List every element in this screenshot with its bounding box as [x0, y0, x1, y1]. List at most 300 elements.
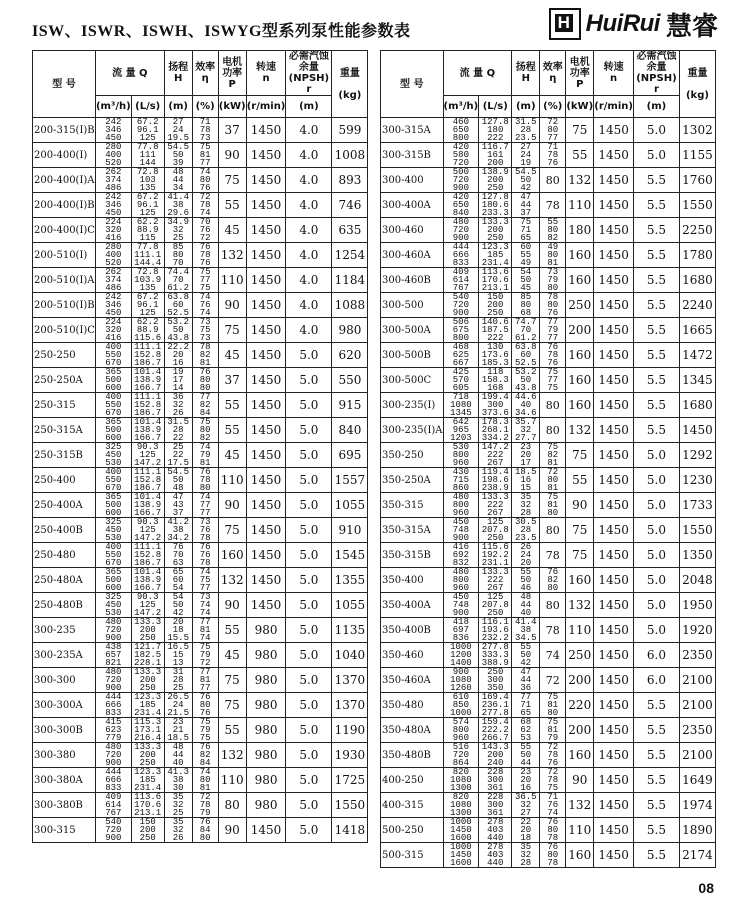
- cell-efficiency-value: 76: [199, 183, 211, 193]
- cell-flow-m3h-value: 242: [105, 117, 122, 127]
- cell-head-value: 52.5: [167, 308, 189, 318]
- table-row: [33, 793, 368, 818]
- cell-efficiency: 80: [540, 393, 566, 418]
- cell-head-value: 17: [520, 458, 532, 468]
- cell-efficiency-value: 79: [199, 725, 211, 735]
- cell-weight: 1950: [679, 593, 715, 618]
- cell-head: [512, 243, 540, 268]
- cell-weight: 1350: [679, 543, 715, 568]
- cell-flow-m3h: [443, 568, 479, 593]
- cell-flow-ls-value: 96.1: [136, 200, 159, 210]
- cell-flow-m3h: [95, 293, 131, 318]
- cell-flow-m3h-value: 480: [105, 742, 122, 752]
- cell-flow-ls-value: 222: [487, 133, 504, 143]
- cell-head-value: 27: [172, 117, 184, 127]
- cell-flow-m3h: [95, 568, 131, 593]
- cell-head-value: 54: [172, 583, 184, 593]
- cell-flow-m3h-value: 900: [105, 633, 122, 643]
- cell-flow-ls-value: 166.7: [134, 508, 162, 518]
- cell-weight: 2048: [679, 568, 715, 593]
- cell-flow-ls-value: 77.8: [136, 142, 159, 152]
- cell-efficiency: 74: [540, 643, 566, 668]
- table-row: [381, 368, 716, 393]
- cell-flow-ls: [479, 793, 512, 818]
- cell-head-value: 70: [172, 258, 184, 268]
- cell-efficiency-value: 84: [199, 408, 211, 418]
- cell-head: [164, 368, 192, 393]
- cell-flow-m3h-value: 670: [105, 483, 122, 493]
- cell-flow-m3h-value: 720: [452, 300, 469, 310]
- cell-flow-ls-value: 166.7: [134, 433, 162, 443]
- cell-flow-ls-value: 103: [139, 175, 156, 185]
- cell-speed: 1450: [594, 168, 634, 193]
- header-power-unit: (kW): [218, 96, 246, 118]
- cell-npsh: 4.0: [286, 318, 332, 343]
- cell-flow-ls-value: 182.5: [134, 650, 162, 660]
- cell-head: [512, 443, 540, 468]
- cell-flow-m3h-value: 800: [452, 450, 469, 460]
- cell-speed: 1450: [594, 543, 634, 568]
- cell-npsh: 5.5: [633, 268, 679, 293]
- table-row: [381, 568, 716, 593]
- cell-head-value: 38: [520, 625, 532, 635]
- cell-model: 300-315A: [381, 118, 444, 143]
- cell-head-value: 44: [172, 175, 184, 185]
- cell-flow-ls-value: 67.2: [136, 292, 159, 302]
- cell-weight: 1254: [332, 243, 368, 268]
- cell-efficiency: [192, 518, 218, 543]
- cell-flow-m3h-value: 833: [105, 783, 122, 793]
- cell-efficiency: [192, 543, 218, 568]
- header-flow: 流 量 Q: [443, 51, 512, 96]
- cell-flow-ls-value: 277.8: [481, 708, 509, 718]
- cell-flow-ls: [479, 668, 512, 693]
- cell-weight: 2100: [679, 693, 715, 718]
- cell-npsh: 5.5: [633, 793, 679, 818]
- cell-flow-m3h-value: 670: [105, 358, 122, 368]
- header-weight: 重量 (kg): [332, 51, 368, 118]
- cell-efficiency: [540, 143, 566, 168]
- cell-flow-m3h: [95, 593, 131, 618]
- cell-flow-ls-value: 388.9: [481, 658, 509, 668]
- cell-model: 200-400(I)B: [33, 193, 96, 218]
- cell-flow-m3h: [95, 318, 131, 343]
- cell-head-value: 50: [520, 575, 532, 585]
- cell-speed: 1450: [594, 318, 634, 343]
- cell-flow-m3h-value: 409: [452, 267, 469, 277]
- cell-flow-ls: [479, 268, 512, 293]
- cell-head: [164, 818, 192, 843]
- cell-head-value: 25: [172, 683, 184, 693]
- cell-model: 300-500A: [381, 318, 444, 343]
- cell-flow-m3h-value: 444: [105, 692, 122, 702]
- cell-efficiency-value: 76: [199, 550, 211, 560]
- cell-flow-ls-value: 103.9: [134, 275, 162, 285]
- cell-head: [164, 618, 192, 643]
- cell-flow-m3h: [443, 468, 479, 493]
- cell-speed: 980: [246, 743, 286, 768]
- cell-head: [512, 168, 540, 193]
- cell-power: 220: [566, 693, 594, 718]
- cell-efficiency-value: 75: [199, 325, 211, 335]
- cell-npsh: 5.5: [633, 818, 679, 843]
- cell-head: [164, 293, 192, 318]
- cell-flow-m3h-value: 500: [105, 425, 122, 435]
- cell-power: 110: [218, 768, 246, 793]
- cell-speed: 1450: [246, 143, 286, 168]
- cell-flow-ls-value: 267: [487, 508, 504, 518]
- cell-flow-m3h-value: 450: [105, 208, 122, 218]
- cell-head-value: 34.5: [514, 633, 537, 643]
- cell-model: 350-460A: [381, 668, 444, 693]
- cell-efficiency-value: 82: [199, 400, 211, 410]
- cell-flow-ls: [131, 318, 164, 343]
- cell-npsh: 5.5: [633, 243, 679, 268]
- cell-speed: 1450: [246, 268, 286, 293]
- cell-flow-ls-value: 125: [139, 600, 156, 610]
- cell-efficiency-value: 78: [199, 125, 211, 135]
- cell-npsh: 5.5: [633, 768, 679, 793]
- cell-efficiency-value: 82: [199, 350, 211, 360]
- logo-brand-text: HuiRui: [585, 10, 660, 37]
- cell-head-value: 48: [172, 742, 184, 752]
- cell-flow-m3h: [443, 668, 479, 693]
- cell-head-value: 35: [172, 792, 184, 802]
- cell-head-value: 50: [520, 175, 532, 185]
- cell-weight: 1088: [332, 293, 368, 318]
- cell-flow-ls-value: 192.2: [481, 550, 509, 560]
- cell-flow-ls-value: 115.6: [481, 542, 509, 552]
- cell-flow-ls: [479, 543, 512, 568]
- cell-flow-ls: [131, 693, 164, 718]
- cell-flow-ls: [131, 143, 164, 168]
- cell-npsh: 5.0: [633, 543, 679, 568]
- table-row: [381, 618, 716, 643]
- cell-head-value: 44: [520, 758, 532, 768]
- cell-head-value: 35.7: [514, 417, 537, 427]
- cell-flow-m3h: [95, 468, 131, 493]
- cell-head-value: 42: [520, 658, 532, 668]
- cell-head: [512, 843, 540, 868]
- cell-head-value: 32: [172, 400, 184, 410]
- cell-speed: 1450: [594, 368, 634, 393]
- cell-efficiency: [540, 693, 566, 718]
- cell-flow-m3h-value: 262: [105, 267, 122, 277]
- header-speed-unit: (r/min): [246, 96, 286, 118]
- cell-flow-m3h: [443, 143, 479, 168]
- cell-head: [164, 493, 192, 518]
- cell-efficiency-value: 76: [199, 367, 211, 377]
- cell-flow-ls-value: 111.1: [134, 467, 162, 477]
- cell-flow-ls-value: 90.3: [136, 442, 159, 452]
- cell-flow-ls-value: 200: [139, 625, 156, 635]
- cell-flow-m3h-value: 720: [105, 675, 122, 685]
- cell-flow-ls-value: 133.3: [134, 667, 162, 677]
- cell-flow-ls-value: 440: [487, 858, 504, 868]
- cell-weight: 1155: [679, 143, 715, 168]
- cell-efficiency: [540, 468, 566, 493]
- cell-efficiency-value: 81: [199, 458, 211, 468]
- cell-efficiency-value: 77: [199, 617, 211, 627]
- cell-efficiency-value: 77: [547, 133, 559, 143]
- cell-flow-m3h-value: 1600: [450, 833, 472, 843]
- cell-flow-ls-value: 101.4: [134, 367, 162, 377]
- cell-flow-ls-value: 144: [139, 158, 156, 168]
- cell-head-value: 50: [520, 750, 532, 760]
- cell-head-value: 60: [520, 350, 532, 360]
- cell-flow-ls-value: 147.2: [134, 533, 162, 543]
- cell-flow-m3h-value: 667: [452, 358, 469, 368]
- cell-head: [512, 643, 540, 668]
- cell-flow-m3h-value: 325: [105, 442, 122, 452]
- table-row: [381, 143, 716, 168]
- cell-head-value: 60: [520, 242, 532, 252]
- cell-flow-ls-value: 216.4: [134, 733, 162, 743]
- cell-speed: 980: [246, 618, 286, 643]
- cell-efficiency: [192, 818, 218, 843]
- cell-head-value: 21: [172, 725, 184, 735]
- cell-efficiency-value: 80: [199, 375, 211, 385]
- cell-efficiency: [192, 693, 218, 718]
- cell-flow-ls-value: 186.7: [134, 558, 162, 568]
- cell-power: 55: [218, 193, 246, 218]
- cell-efficiency: [540, 218, 566, 243]
- cell-head-value: 38: [172, 775, 184, 785]
- cell-flow-m3h: [443, 643, 479, 668]
- cell-model: 300-500: [381, 293, 444, 318]
- cell-flow-ls-value: 233.3: [481, 208, 509, 218]
- cell-efficiency-value: 79: [547, 325, 559, 335]
- cell-power: 37: [218, 118, 246, 143]
- cell-flow-m3h-value: 1000: [450, 817, 472, 827]
- cell-efficiency: 80: [540, 518, 566, 543]
- cell-efficiency-value: 76: [547, 342, 559, 352]
- cell-npsh: 5.0: [286, 643, 332, 668]
- cell-flow-m3h: [443, 593, 479, 618]
- table-row: [381, 693, 716, 718]
- cell-head-value: 16.5: [167, 642, 189, 652]
- table-row: [381, 768, 716, 793]
- cell-flow-ls-value: 300: [487, 675, 504, 685]
- cell-flow-m3h: [95, 143, 131, 168]
- cell-efficiency-value: 75: [199, 642, 211, 652]
- cell-speed: 1450: [246, 468, 286, 493]
- header-efficiency: 效率 η: [540, 51, 566, 96]
- cell-head-value: 77: [520, 692, 532, 702]
- cell-flow-m3h-value: 400: [105, 392, 122, 402]
- cell-efficiency: [192, 418, 218, 443]
- cell-flow-m3h-value: 346: [105, 125, 122, 135]
- header-power: 电机功率 P: [218, 51, 246, 96]
- cell-efficiency: [540, 743, 566, 768]
- cell-flow-ls-value: 231.1: [481, 558, 509, 568]
- cell-flow-m3h-value: 438: [105, 642, 122, 652]
- cell-weight: 893: [332, 168, 368, 193]
- cell-flow-ls-value: 200: [487, 158, 504, 168]
- cell-flow-ls: [131, 368, 164, 393]
- cell-flow-ls: [479, 568, 512, 593]
- table-row: [381, 293, 716, 318]
- table-row: [381, 318, 716, 343]
- cell-flow-m3h-value: 1260: [450, 683, 472, 693]
- cell-npsh: 5.0: [633, 118, 679, 143]
- header-flow: 流 量 Q: [95, 51, 164, 96]
- table-row: [381, 543, 716, 568]
- cell-speed: 980: [246, 768, 286, 793]
- cell-flow-ls-value: 278: [487, 842, 504, 852]
- cell-flow-m3h: [95, 193, 131, 218]
- cell-head-value: 53.2: [514, 367, 537, 377]
- cell-weight: 910: [332, 518, 368, 543]
- cell-flow-ls: [479, 818, 512, 843]
- cell-npsh: 4.0: [286, 293, 332, 318]
- cell-flow-ls-value: 147.2: [134, 458, 162, 468]
- cell-model: 300-235A: [33, 643, 96, 668]
- cell-flow-m3h-value: 900: [105, 683, 122, 693]
- cell-efficiency-value: 82: [199, 750, 211, 760]
- cell-head-value: 37: [520, 208, 532, 218]
- cell-flow-ls: [131, 718, 164, 743]
- cell-flow-m3h: [95, 543, 131, 568]
- cell-model: 350-250: [381, 443, 444, 468]
- cell-efficiency-value: 82: [199, 433, 211, 443]
- cell-head: [164, 393, 192, 418]
- table-row: [381, 643, 716, 668]
- cell-flow-m3h-value: 444: [105, 767, 122, 777]
- cell-head-value: 42: [520, 183, 532, 193]
- cell-power: 90: [218, 293, 246, 318]
- cell-head-value: 65: [520, 708, 532, 718]
- cell-head: [164, 468, 192, 493]
- cell-flow-m3h-value: 520: [105, 258, 122, 268]
- cell-npsh: 5.0: [633, 443, 679, 468]
- cell-speed: 1450: [594, 718, 634, 743]
- cell-flow-ls-value: 222: [487, 333, 504, 343]
- cell-head: [512, 493, 540, 518]
- header-npsh: 必需汽蚀余量 (NPSH) r: [286, 51, 332, 96]
- brand-logo: [549, 6, 718, 42]
- cell-weight: 1920: [679, 618, 715, 643]
- cell-efficiency-value: 81: [199, 358, 211, 368]
- header-head: 扬程 H: [512, 51, 540, 96]
- table-row: [33, 368, 368, 393]
- cell-efficiency: [540, 368, 566, 393]
- cell-head: [512, 468, 540, 493]
- cell-model: 400-315: [381, 793, 444, 818]
- cell-flow-ls: [479, 718, 512, 743]
- cell-flow-ls-value: 125: [487, 592, 504, 602]
- cell-model: 300-380B: [33, 793, 96, 818]
- cell-flow-ls: [479, 443, 512, 468]
- cell-speed: 1450: [594, 768, 634, 793]
- cell-head-value: 50: [172, 325, 184, 335]
- cell-flow-ls-value: 240: [487, 758, 504, 768]
- cell-head-value: 17.5: [167, 458, 189, 468]
- table-row: [33, 443, 368, 468]
- cell-flow-m3h: [443, 743, 479, 768]
- table-row: [33, 268, 368, 293]
- cell-flow-ls: [479, 693, 512, 718]
- cell-head-value: 52.5: [514, 358, 537, 368]
- cell-head-value: 24: [172, 700, 184, 710]
- cell-head-value: 55: [520, 742, 532, 752]
- cell-efficiency-value: 74: [199, 567, 211, 577]
- cell-head-value: 18: [520, 833, 532, 843]
- cell-flow-ls-value: 173.1: [134, 725, 162, 735]
- cell-flow-m3h-value: 450: [105, 308, 122, 318]
- cell-head-value: 44.6: [514, 392, 537, 402]
- header-speed: 转速 n: [246, 51, 286, 96]
- cell-flow-ls-value: 250: [487, 183, 504, 193]
- cell-flow-ls-value: 185.3: [481, 358, 509, 368]
- cell-flow-m3h-value: 242: [105, 192, 122, 202]
- cell-head: [164, 218, 192, 243]
- cell-efficiency-value: 77: [547, 375, 559, 385]
- cell-flow-m3h-value: 1345: [450, 408, 472, 418]
- cell-npsh: 4.0: [286, 118, 332, 143]
- cell-efficiency-value: 80: [547, 250, 559, 260]
- cell-flow-ls-value: 222: [487, 575, 504, 585]
- table-row: [33, 543, 368, 568]
- cell-head: [512, 793, 540, 818]
- cell-model: 250-480: [33, 543, 96, 568]
- cell-flow-ls-value: 150: [487, 292, 504, 302]
- cell-efficiency-value: 75: [547, 492, 559, 502]
- cell-head-value: 15: [172, 650, 184, 660]
- cell-speed: 1450: [594, 218, 634, 243]
- cell-speed: 1450: [594, 693, 634, 718]
- cell-head-value: 34.9: [167, 217, 189, 227]
- header-npsh-unit: (m): [633, 96, 679, 118]
- cell-flow-ls: [479, 193, 512, 218]
- cell-flow-ls: [479, 768, 512, 793]
- cell-weight: 1680: [679, 393, 715, 418]
- table-row: [381, 243, 716, 268]
- cell-weight: 1055: [332, 493, 368, 518]
- cell-flow-ls-value: 403: [487, 825, 504, 835]
- cell-power: 110: [566, 193, 594, 218]
- table-row: [33, 343, 368, 368]
- cell-flow-m3h-value: 400: [105, 467, 122, 477]
- cell-power: 75: [566, 518, 594, 543]
- cell-npsh: 5.5: [633, 418, 679, 443]
- cell-model: 300-500B: [381, 343, 444, 368]
- header-model: 型 号: [33, 51, 96, 118]
- cell-head-value: 63: [172, 558, 184, 568]
- cell-flow-ls: [131, 118, 164, 143]
- cell-efficiency: [192, 793, 218, 818]
- cell-npsh: 5.0: [286, 468, 332, 493]
- cell-flow-m3h-value: 550: [105, 350, 122, 360]
- cell-head-value: 53: [520, 733, 532, 743]
- cell-flow-ls-value: 135: [139, 183, 156, 193]
- cell-flow-ls-value: 152.8: [134, 350, 162, 360]
- cell-flow-ls-value: 133.3: [134, 617, 162, 627]
- cell-power: 180: [566, 218, 594, 243]
- cell-flow-ls-value: 440: [487, 833, 504, 843]
- cell-flow-ls: [131, 268, 164, 293]
- cell-flow-m3h-value: 486: [105, 183, 122, 193]
- cell-model: 350-250A: [381, 468, 444, 493]
- cell-npsh: 5.0: [633, 518, 679, 543]
- cell-head: [164, 318, 192, 343]
- cell-flow-ls: [131, 243, 164, 268]
- cell-npsh: 5.0: [286, 493, 332, 518]
- table-row: [33, 693, 368, 718]
- cell-speed: 1450: [594, 193, 634, 218]
- cell-efficiency: [192, 718, 218, 743]
- header-speed-unit: (r/min): [594, 96, 634, 118]
